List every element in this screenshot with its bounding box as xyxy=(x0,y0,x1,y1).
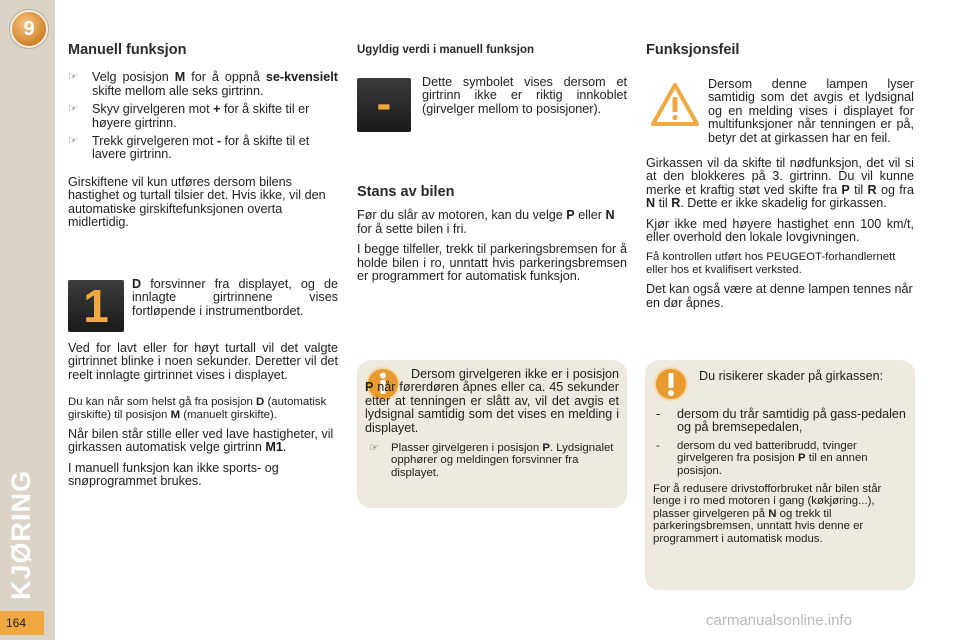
risk-panel xyxy=(645,360,915,590)
text: . xyxy=(282,440,287,455)
key: P xyxy=(797,452,806,465)
text: (automatisk girskifte) til posisjon xyxy=(68,396,327,421)
invalid-gear-icon xyxy=(357,78,411,132)
text: for å skifte til er høyere girtrinn. xyxy=(92,102,310,130)
text: Trekk girvelgeren mot xyxy=(92,134,217,149)
malfunction-body xyxy=(646,157,914,317)
text: og fra xyxy=(876,182,914,197)
key: P xyxy=(841,182,850,197)
text: . Dette er ikke skadelig for girkassen. xyxy=(680,196,887,211)
key: D xyxy=(256,396,265,409)
key: P xyxy=(365,380,374,395)
exclamation-icon xyxy=(653,366,689,402)
text: eller xyxy=(574,208,606,223)
paragraph xyxy=(653,483,909,545)
list-item xyxy=(367,442,619,479)
text: til xyxy=(655,196,672,211)
display-note xyxy=(132,278,338,325)
text: for å sette bilen i fri. xyxy=(357,221,467,236)
manual-steps xyxy=(68,71,338,161)
text: Når bilen står stille eller ved lave hastigheter, vil girkassen automatisk velge girtrinn xyxy=(68,427,334,455)
paragraph: I begge tilfeller, trekk til parkeringsbremsen for å holde bilen i ro, unntatt hvis parkeringsbremsen er programmert for automatisk funksjon. xyxy=(357,242,627,284)
list-item xyxy=(68,135,338,162)
invalid-symbol: - xyxy=(376,79,392,128)
text: Du kan når som helst gå fra posisjon xyxy=(68,396,257,409)
text: forsvinner fra displayet, og de innlagte girtrinnene vises fortløpende i instrumentbordet. xyxy=(132,277,338,318)
key: - xyxy=(216,134,222,149)
key: M xyxy=(170,408,181,421)
heading-stop: Stans av bilen xyxy=(357,184,455,200)
text: Før du slår av motoren, kan du velge xyxy=(357,208,567,223)
chapter-badge xyxy=(10,10,48,48)
list-item xyxy=(68,103,338,130)
text: for å skifte til et lavere girtrinn. xyxy=(92,134,310,162)
text: skifte mellom alle seks girtrinn. xyxy=(92,83,264,98)
text: når førerdøren åpnes eller ca. 45 sekunder etter at tenningen er slått av, vil det avgis et lydsignal samtidig som det vises en melding i displayet. xyxy=(365,380,619,435)
paragraph: Få kontrollen utført hos PEUGEOT-forhandlernett eller hos et kvalifisert verksted. xyxy=(646,251,896,276)
text: til en annen posisjon. xyxy=(677,452,868,477)
warning-note xyxy=(708,78,914,152)
info-panel-selector xyxy=(357,360,627,508)
text: og trekk til parkeringsbremsen, unntatt hvis denne er programmert i automatisk modus. xyxy=(653,507,864,545)
key: P xyxy=(542,442,550,455)
watermark: carmanualsonline.info xyxy=(706,612,852,629)
list-item xyxy=(68,71,338,98)
text: For å redusere drivstofforbruket når bilen står lenge i ro med motoren i gang (køkjøring...), plasser girvelgeren på xyxy=(653,483,882,520)
key: N xyxy=(646,196,656,211)
text: for å oppnå xyxy=(185,70,266,85)
pointer-icon: ☞ xyxy=(369,442,379,455)
column-stop xyxy=(357,186,627,290)
list-item xyxy=(653,408,909,435)
pointer-icon: ☞ xyxy=(68,135,78,148)
heading-manual-mode: Manuell funksjon xyxy=(68,42,187,58)
key: se-kvensielt xyxy=(265,70,338,85)
paragraph xyxy=(646,157,914,211)
paragraph: Det kan også være at denne lampen tennes når en dør åpnes. xyxy=(646,282,913,310)
text: Girkassen vil da skifte til nødfunksjon, det vil si at den blokkeres på 3. girtrinn. Du vil kunne merke et kraftig støt ved skifte fra xyxy=(646,156,914,197)
paragraph xyxy=(68,396,338,421)
paragraph: Dette symbolet vises dersom et girtrinn ikke er riktig innkoblet (girvelger mellom to posisjoner). xyxy=(422,75,627,116)
invalid-note xyxy=(422,76,627,123)
dash-marker: - xyxy=(656,439,660,452)
paragraph: Dersom denne lampen lyser samtidig som det avgis et lydsignal og en melding vises i displayet for multifunksjoner når tenningen er på, betyr det at girkassen har en feil. xyxy=(708,77,914,145)
key: R xyxy=(867,182,877,197)
paragraph: I manuell funksjon kan ikke sports- og snøprogrammet brukes. xyxy=(68,460,279,489)
text: Skyv girvelgeren mot xyxy=(92,102,214,117)
paragraph: Girskiftene vil kun utføres dersom bilens hastighet og turtall tilsier det. Hvis ikke, vil den automatiske girskiftefunksjonen overta midlertidig. xyxy=(68,174,326,230)
text: dersom du trår samtidig på gass-pedalen og på bremsepedalen, xyxy=(677,407,906,435)
paragraph xyxy=(68,428,338,455)
text: Plasser girvelgeren i posisjon xyxy=(391,442,543,455)
info-text xyxy=(365,368,619,484)
paragraph: Ved for lavt eller for høyt turtall vil det valgte girtrinnet blinke i noen sekunder. Deretter vil det reelt innlagte girtrinnet vises i displayet. xyxy=(68,341,338,382)
text: Dersom girvelgeren ikke er i posisjon xyxy=(411,367,619,381)
gear-display-icon xyxy=(68,280,124,332)
gear-digit: 1 xyxy=(83,280,109,332)
key: N xyxy=(605,208,615,223)
risk-title-wrap xyxy=(699,370,905,390)
info-steps xyxy=(365,442,619,479)
key: M1 xyxy=(265,440,283,455)
column-malfunction xyxy=(646,44,914,57)
pointer-icon: ☞ xyxy=(68,103,78,116)
pointer-icon: ☞ xyxy=(68,71,78,84)
key: N xyxy=(768,507,777,520)
chapter-sidebar xyxy=(0,0,55,640)
column-manual-mode xyxy=(68,44,338,236)
key: R xyxy=(671,196,681,211)
list-item xyxy=(653,440,909,477)
text: til xyxy=(849,182,868,197)
key: M xyxy=(174,70,186,85)
paragraph: Kjør ikke med høyere hastighet enn 100 km/t, eller overhold den lokale lovgivningen. xyxy=(646,216,914,245)
column-manual-mode-cont xyxy=(68,342,338,496)
text: dersom du ved batteribrudd, tvinger girvelgeren fra posisjon xyxy=(677,439,857,465)
risk-title: Du risikerer skader på girkassen: xyxy=(699,369,884,383)
heading-malfunction: Funksjonsfeil xyxy=(646,42,740,58)
chapter-title: KJØRING xyxy=(6,469,36,600)
heading-invalid-value: Ugyldig verdi i manuell funksjon xyxy=(357,44,534,56)
text: . Lydsignalet opphører og meldingen forsvinner fra displayet. xyxy=(391,442,614,479)
page-number: 164 xyxy=(0,611,44,635)
warning-icon xyxy=(650,82,700,128)
paragraph xyxy=(357,209,627,236)
key: + xyxy=(213,102,221,117)
dash-marker: - xyxy=(656,407,661,421)
chapter-number: 9 xyxy=(23,18,35,40)
key: P xyxy=(566,208,575,223)
key: D xyxy=(132,277,142,291)
text: Velg posisjon xyxy=(92,70,175,85)
risk-list xyxy=(653,408,909,552)
column-invalid-value xyxy=(357,44,627,57)
text: (manuelt girskifte). xyxy=(180,408,277,421)
